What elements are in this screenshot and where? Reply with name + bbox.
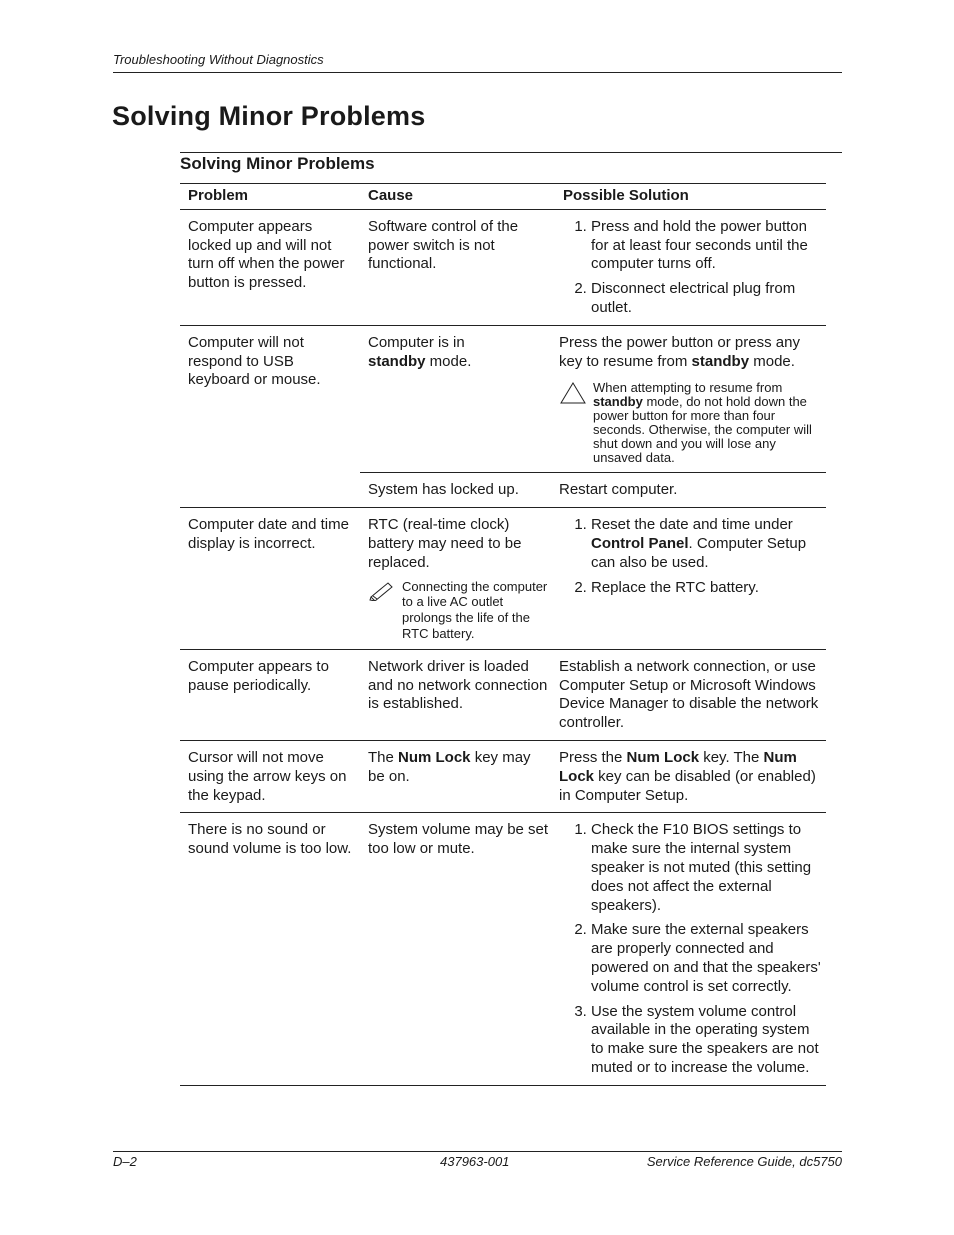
table-row (180, 209, 826, 325)
footer-rule (113, 1151, 842, 1152)
cause-cell (360, 325, 555, 473)
running-header: Troubleshooting Without Diagnostics (113, 52, 324, 67)
solution-step: 2. Replace the RTC battery. (591, 579, 822, 598)
table-row (180, 649, 826, 740)
table-row (180, 325, 826, 473)
cause-cell: The Num Lock key may be on. (360, 740, 555, 812)
table-row (180, 508, 826, 650)
solution-cell (555, 209, 826, 325)
solution-step: 1. Reset the date and time under Control Panel. Computer Setup can also be used. (591, 516, 822, 572)
cause-text-pre: Computer is in (368, 333, 465, 351)
solution-cell (555, 325, 826, 473)
table-row (180, 740, 826, 812)
solution-cell (555, 813, 826, 1085)
table-row (180, 813, 826, 1085)
table-top-rule (180, 152, 842, 153)
cause-cell (360, 508, 555, 650)
note-text: Connecting the computer to a live AC outlet prolongs the life of the RTC battery. (402, 578, 548, 641)
problem-cell: Computer appears locked up and will not turn off when the power button is pressed. (180, 209, 360, 325)
cause-cell: System volume may be set too low or mute. (360, 813, 555, 1085)
solution-text-bold: standby (691, 352, 750, 370)
column-header-cause: Cause (360, 184, 555, 210)
cause-text-post: mode. (425, 352, 472, 370)
problem-cell: Computer appears to pause periodically. (180, 649, 360, 740)
footer-guide-title: Service Reference Guide, dc5750 (646, 1154, 842, 1169)
solution-text-pre: Press the power button or press any key to resume from (559, 333, 800, 370)
troubleshooting-table-container (180, 183, 826, 1086)
solution-cell: Press the Num Lock key. The Num Lock key can be disabled (or enabled) in Computer Setup. (555, 740, 826, 812)
cause-text-bold: standby (368, 352, 426, 370)
table-caption: Solving Minor Problems (180, 154, 375, 173)
caution-text: When attempting to resume from standby mode, do not hold down the power button for more than four seconds. Otherwise, the computer will shut down and you will lose any unsaved data. (593, 380, 812, 466)
problem-cell (180, 325, 360, 507)
note-box (368, 579, 551, 642)
solution-step: 1. Press and hold the power button for at least four seconds until the computer turns off. (591, 218, 822, 274)
solution-cell: Restart computer. (555, 473, 826, 508)
cause-cell: System has locked up. (360, 473, 555, 508)
problem-cell: There is no sound or sound volume is too low. (180, 813, 360, 1085)
solution-steps (563, 516, 822, 597)
footer-page-number: D–2 (113, 1154, 137, 1169)
troubleshooting-table (180, 183, 826, 1086)
page-title: Solving Minor Problems (112, 101, 426, 131)
solution-step: 3. Use the system volume control available in the operating system to make sure the speakers are not muted or to increase the volume. (591, 1003, 822, 1078)
footer-part-number: 437963-001 (440, 1154, 510, 1169)
solution-steps (563, 218, 822, 318)
caution-note (559, 381, 822, 465)
solution-steps (563, 821, 822, 1077)
problem-cell: Cursor will not move using the arrow keys on the keypad. (180, 740, 360, 812)
solution-cell: Establish a network connection, or use Computer Setup or Microsoft Windows Device Manager to disable the network controller. (555, 649, 826, 740)
problem-cell: Computer date and time display is incorrect. (180, 508, 360, 650)
cause-text: RTC (real-time clock) battery may need to be replaced. (368, 516, 522, 571)
solution-cell (555, 508, 826, 650)
note-pencil-icon (368, 579, 402, 642)
problem-text: Computer will not respond to USB keyboard or mouse. (188, 333, 321, 389)
solution-step: 1. Check the F10 BIOS settings to make sure the internal system speaker is not muted (this setting does not affect the external speakers). (591, 821, 822, 915)
column-header-solution: Possible Solution (555, 184, 826, 210)
solution-step: 2. Make sure the external speakers are properly connected and powered on and that the speakers' volume control is set correctly. (591, 921, 822, 996)
cause-cell: Network driver is loaded and no network connection is established. (360, 649, 555, 740)
solution-text-post: mode. (749, 352, 795, 370)
table-header-row (180, 184, 826, 210)
column-header-problem: Problem (180, 184, 360, 210)
caution-triangle-icon (559, 381, 593, 465)
cause-cell: Software control of the power switch is not functional. (360, 209, 555, 325)
header-rule (113, 72, 842, 73)
solution-step: 2. Disconnect electrical plug from outlet. (591, 280, 822, 318)
